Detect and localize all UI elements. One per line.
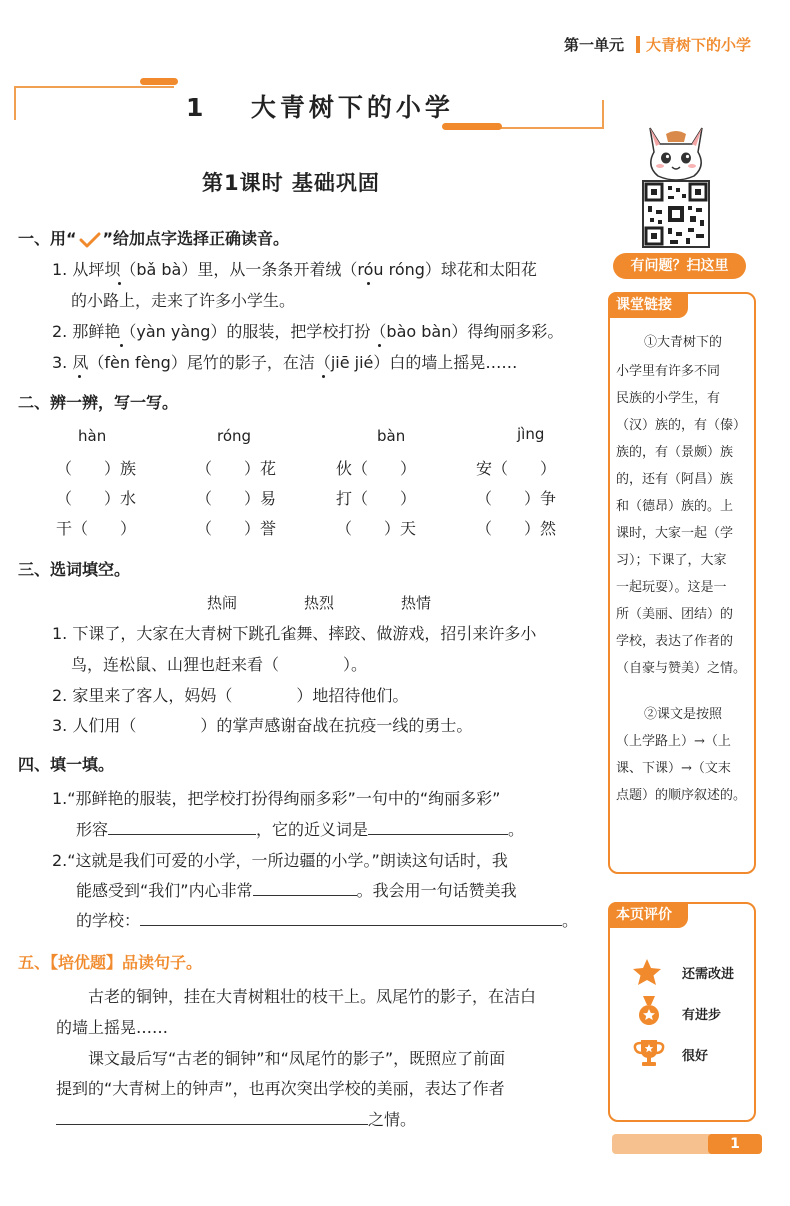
s4-q1-line-2: 形容 ，它的近义词是 。: [76, 820, 525, 839]
medal-icon[interactable]: [636, 995, 662, 1031]
answer-blank[interactable]: [140, 910, 562, 926]
note-line: （汉）族的，有（傣）: [616, 418, 747, 433]
cat-mascot-icon: [636, 118, 716, 188]
note-line: ②课文是按照: [644, 707, 723, 722]
pinyin-label: róng: [217, 427, 252, 445]
s3-line-2: 鸟，连松鼠、山狸也赶来看（ ）。: [71, 655, 368, 674]
pinyin-label: bàn: [377, 427, 406, 445]
lesson-label: 大青树下的小学: [646, 36, 752, 54]
title-accent-top: [140, 78, 178, 85]
scan-help-button[interactable]: 有问题？扫这里: [613, 253, 746, 279]
word-blank[interactable]: （ ）争: [476, 489, 557, 508]
s5-q-line-1: 课文最后写“古老的铜钟”和“凤尾竹的影子”，既照应了前面: [88, 1049, 506, 1068]
note-line: 课、下课）→（文末: [616, 761, 731, 776]
eval-very-good[interactable]: 很好: [682, 1049, 709, 1064]
note-line: （上学路上）→（上: [616, 734, 731, 749]
note-line: 小学里有许多不同: [616, 364, 721, 379]
note-line: （自豪与赞美）之情。: [616, 661, 747, 676]
s4-q2-line-3: 的学校： 。: [76, 911, 579, 930]
s1-line-1: 1. 从坪坝（bǎ bà）里，从一条条开着绒（róu róng）球花和太阳花: [52, 260, 537, 279]
word-blank[interactable]: 安（ ）: [476, 459, 557, 478]
trophy-icon[interactable]: [633, 1038, 665, 1072]
answer-blank[interactable]: [108, 819, 256, 835]
note-line: ①大青树下的: [644, 335, 723, 350]
check-icon: [77, 232, 103, 248]
answer-blank[interactable]: [253, 880, 357, 896]
word-blank[interactable]: 打（ ）: [336, 489, 417, 508]
note-line: 族的，有（景颇）族: [616, 445, 734, 460]
note-line: 一起玩耍）。这是一: [616, 580, 727, 595]
word-option: 热闹: [207, 594, 238, 612]
word-blank[interactable]: 干（ ）: [56, 519, 137, 538]
s4-q2-line-1: 2.“这就是我们可爱的小学，一所边疆的小学。”朗读这句话时，我: [52, 851, 508, 870]
note-line: 课时，大家一起（学: [616, 526, 734, 541]
session-title: 第1课时 基础巩固: [202, 171, 380, 195]
s5-quote-line-2: 的墙上摇晃……: [56, 1018, 169, 1037]
s3-line-4: 3. 人们用（ ）的掌声感谢奋战在抗疫一线的勇士。: [52, 716, 473, 735]
title-accent-bottom: [442, 123, 502, 130]
header-divider: [636, 36, 640, 53]
s5-q-line-2: 提到的“大青树上的钟声”，也再次突出学校的美丽，表达了作者: [56, 1079, 505, 1098]
eval-improved[interactable]: 有进步: [682, 1008, 722, 1023]
qr-code[interactable]: [642, 180, 710, 248]
title-frame-right: [602, 100, 604, 128]
answer-blank[interactable]: [368, 819, 508, 835]
note-line: 所（美丽、团结）的: [616, 607, 734, 622]
unit-label: 第一单元: [564, 36, 625, 54]
word-blank[interactable]: （ ）然: [476, 519, 557, 538]
emphasis-dot: [378, 344, 381, 347]
emphasis-dot: [118, 282, 121, 285]
word-blank[interactable]: （ ）天: [336, 519, 417, 538]
note-line: 和（德昂）族的。上: [616, 499, 734, 514]
title-frame-top: [14, 86, 174, 88]
s3-line-1: 1. 下课了，大家在大青树下跳孔雀舞、摔跤、做游戏，招引来许多小: [52, 624, 537, 643]
note-line: 习）；下课了，大家: [616, 553, 727, 568]
note-line: 点题）的顺序叙述的。: [616, 788, 747, 803]
lesson-title-text: 大青树下的小学: [250, 93, 454, 122]
word-option: 热烈: [304, 594, 335, 612]
word-blank[interactable]: （ ）花: [196, 459, 277, 478]
emphasis-dot: [367, 282, 370, 285]
s5-quote-line-1: 古老的铜钟，挂在大青树粗壮的枝干上。凤尾竹的影子，在洁白: [88, 987, 537, 1006]
s5-q-line-3: 之情。: [56, 1107, 416, 1130]
emphasis-dot: [322, 375, 325, 378]
note-line: 民族的小学生，有: [616, 391, 721, 406]
class-link-tab: 课堂链接: [608, 292, 688, 318]
word-option: 热情: [401, 594, 432, 612]
word-blank[interactable]: （ ）誉: [196, 519, 277, 538]
section-5-heading: 五、【培优题】品读句子。: [18, 953, 203, 972]
pinyin-label: hàn: [78, 427, 107, 445]
word-blank[interactable]: （ ）族: [56, 459, 137, 478]
lesson-title: [186, 88, 454, 124]
section-4-heading: 四、填一填。: [18, 755, 115, 774]
s4-q2-line-2: 能感受到“我们”内心非常 。我会用一句话赞美我: [76, 881, 517, 900]
pinyin-label: jìng: [517, 425, 545, 443]
note-line: 学校，表达了作者的: [616, 634, 734, 649]
page-eval-tab: 本页评价: [608, 902, 688, 928]
s4-q1-line-1: 1.“那鲜艳的服装，把学校打扮得绚丽多彩”一句中的“绚丽多彩”: [52, 789, 501, 808]
emphasis-dot: [120, 344, 123, 347]
section-2-heading: 二、辨一辨，写一写。: [18, 393, 179, 412]
section-3-heading: 三、选词填空。: [18, 560, 131, 579]
s3-line-3: 2. 家里来了客人，妈妈（ ）地招待他们。: [52, 686, 409, 705]
word-blank[interactable]: （ ）水: [56, 489, 137, 508]
word-blank[interactable]: （ ）易: [196, 489, 277, 508]
note-line: 的，还有（阿昌）族: [616, 472, 734, 487]
word-blank[interactable]: 伙（ ）: [336, 459, 417, 478]
title-frame-left: [14, 86, 16, 120]
page-number: 1: [708, 1134, 762, 1154]
eval-needs-improvement[interactable]: 还需改进: [682, 967, 735, 982]
s1-line-4: 3. 凤（fèn fèng）尾竹的影子，在洁（jiē jié）白的墙上摇晃……: [52, 353, 518, 372]
answer-blank[interactable]: [56, 1109, 368, 1125]
star-icon[interactable]: [632, 958, 662, 990]
lesson-number: 1: [186, 93, 208, 122]
s1-line-3: 2. 那鲜艳（yàn yàng）的服装，把学校打扮（bào bàn）得绚丽多彩。: [52, 322, 564, 341]
s1-line-2: 的小路上，走来了许多小学生。: [71, 291, 296, 310]
emphasis-dot: [78, 375, 81, 378]
section-1-heading: 一、用“ ”给加点字选择正确读音。: [18, 229, 290, 248]
